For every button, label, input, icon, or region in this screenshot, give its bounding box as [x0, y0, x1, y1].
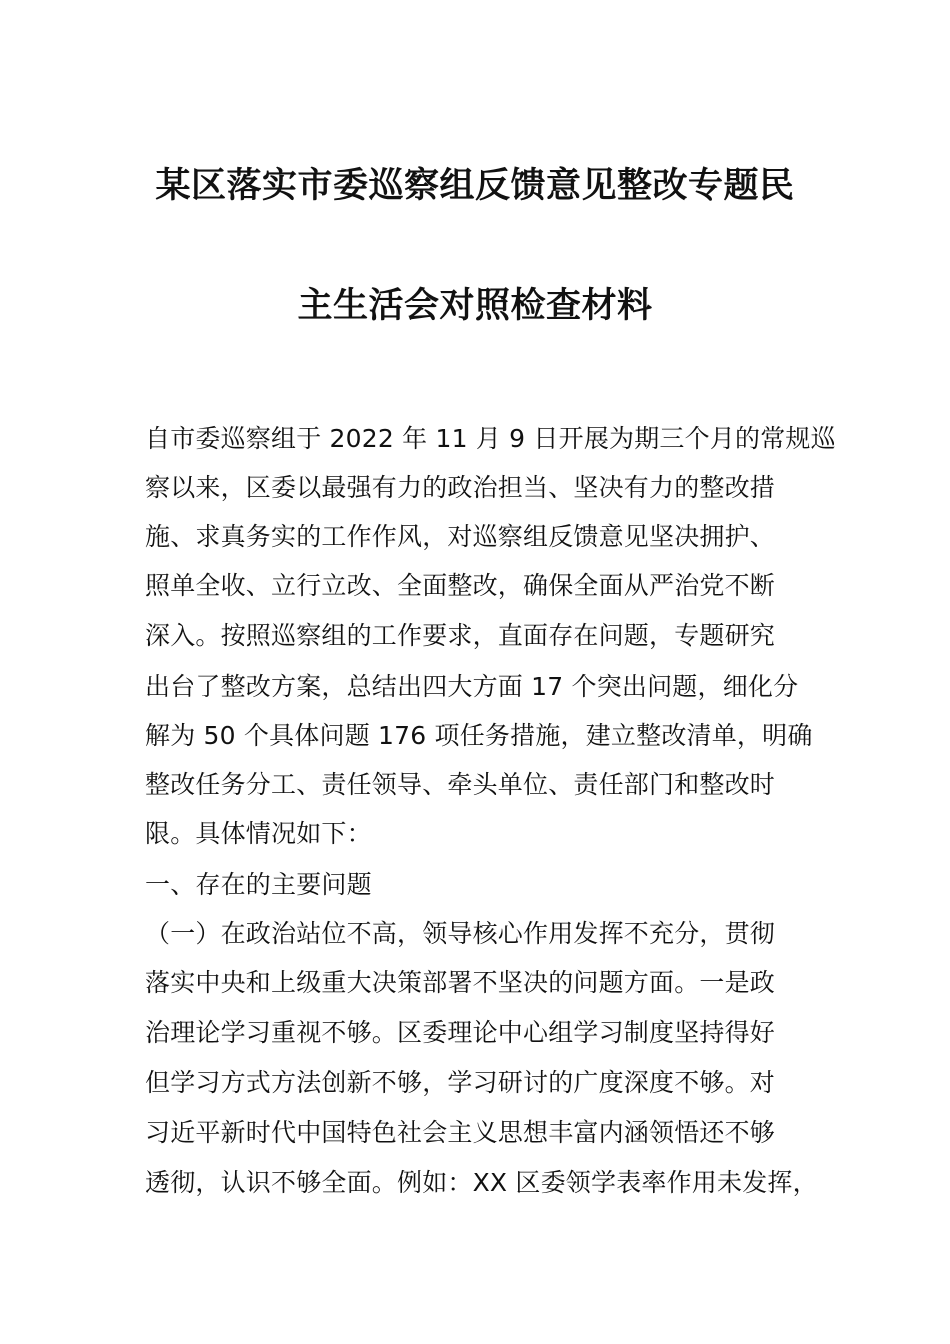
body-text-line: 解为 50 个具体问题 176 项任务措施，建立整改清单，明确: [145, 721, 813, 750]
section-heading: 一、存在的主要问题: [145, 870, 372, 899]
body-text-line: 出台了整改方案，总结出四大方面 17 个突出问题，细化分: [145, 672, 799, 701]
body-text-line: 治理论学习重视不够。区委理论中心组学习制度坚持得好: [145, 1018, 776, 1047]
document-title-line-2: 主生活会对照检查材料: [297, 286, 653, 326]
body-text-line: 察以来，区委以最强有力的政治担当、坚决有力的整改措: [145, 473, 776, 502]
body-text-line: 自市委巡察组于 2022 年 11 月 9 日开展为期三个月的常规巡: [145, 424, 836, 453]
body-text-line: 习近平新时代中国特色社会主义思想丰富内涵领悟还不够: [145, 1118, 776, 1147]
body-text-line: 限。具体情况如下：: [145, 819, 372, 848]
body-text-line: （一）在政治站位不高，领导核心作用发挥不充分，贯彻: [145, 919, 776, 948]
body-text-line: 施、求真务实的工作作风，对巡察组反馈意见坚决拥护、: [145, 522, 776, 551]
body-text-line: 照单全收、立行立改、全面整改，确保全面从严治党不断: [145, 571, 776, 600]
document-title-line-1: 某区落实市委巡察组反馈意见整改专题民: [155, 166, 795, 206]
body-text-line: 透彻，认识不够全面。例如：XX 区委领学表率作用未发挥，: [145, 1168, 818, 1197]
body-text-line: 落实中央和上级重大决策部署不坚决的问题方面。一是政: [145, 968, 776, 997]
body-text-line: 深入。按照巡察组的工作要求，直面存在问题，专题研究: [145, 621, 776, 650]
body-text-line: 整改任务分工、责任领导、牵头单位、责任部门和整改时: [145, 770, 776, 799]
body-text-line: 但学习方式方法创新不够，学习研讨的广度深度不够。对: [145, 1068, 776, 1097]
